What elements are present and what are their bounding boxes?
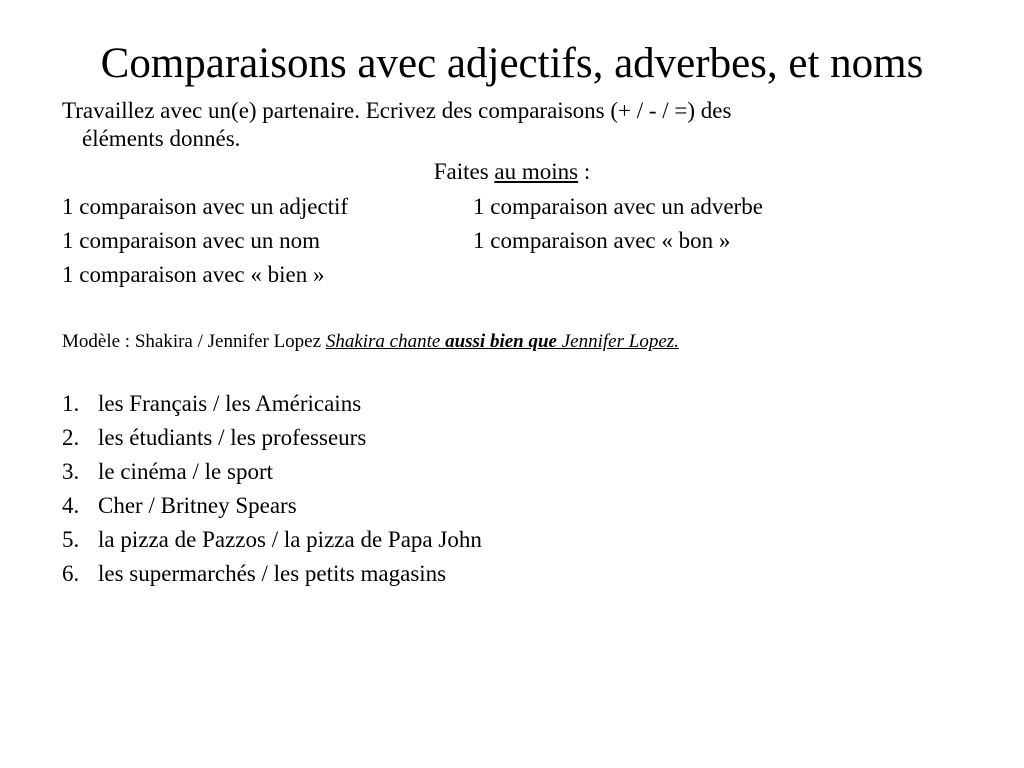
list-item-number: 2. bbox=[62, 425, 80, 450]
list-item-number: 5. bbox=[62, 527, 80, 552]
instructions-line-2: éléments donnés. bbox=[82, 126, 241, 151]
model-label: Modèle : Shakira / Jennifer Lopez bbox=[62, 331, 326, 352]
list-item bbox=[62, 560, 482, 594]
faites-prefix: Faites bbox=[433, 159, 495, 184]
faites-suffix: : bbox=[578, 159, 591, 184]
au-moins-underlined: au moins bbox=[494, 159, 579, 184]
list-item-text: Cher / Britney Spears bbox=[98, 493, 297, 518]
instructions bbox=[62, 97, 962, 153]
list-item-text: les Français / les Américains bbox=[98, 391, 362, 416]
list-item bbox=[62, 424, 482, 458]
requirement-nom: 1 comparaison avec un nom bbox=[62, 228, 321, 253]
list-item-number: 4. bbox=[62, 493, 80, 518]
requirement-bien: 1 comparaison avec « bien » bbox=[62, 262, 325, 287]
list-item-number: 1. bbox=[62, 391, 80, 416]
list-item bbox=[62, 458, 482, 492]
model-sentence-bold: aussi bien que bbox=[445, 331, 557, 352]
slide-title: Comparaisons avec adjectifs, adverbes, et noms bbox=[100, 40, 924, 87]
list-item bbox=[62, 492, 482, 526]
model-sentence bbox=[326, 331, 679, 352]
model-sentence-start: Shakira chante bbox=[325, 331, 446, 352]
requirement-bon: 1 comparaison avec « bon » bbox=[473, 228, 731, 253]
list-item-number: 3. bbox=[62, 459, 80, 484]
list-item-number: 6. bbox=[62, 561, 80, 586]
model-sentence-end: Jennifer Lopez. bbox=[557, 331, 679, 352]
requirement-adverbe: 1 comparaison avec un adverbe bbox=[473, 194, 763, 219]
list-item-text: les étudiants / les professeurs bbox=[98, 425, 367, 450]
list-item-text: les supermarchés / les petits magasins bbox=[98, 561, 447, 586]
exercise-list bbox=[62, 390, 482, 594]
model-example bbox=[62, 330, 679, 354]
list-item bbox=[62, 390, 482, 424]
list-item-text: la pizza de Pazzos / la pizza de Papa John bbox=[98, 527, 482, 552]
faites-au-moins bbox=[0, 158, 1024, 186]
instructions-line-1: Travaillez avec un(e) partenaire. Ecrivez des comparaisons (+ / - / =) des bbox=[62, 98, 732, 123]
list-item-text: le cinéma / le sport bbox=[98, 459, 273, 484]
requirement-adjectif: 1 comparaison avec un adjectif bbox=[62, 194, 349, 219]
list-item bbox=[62, 526, 482, 560]
